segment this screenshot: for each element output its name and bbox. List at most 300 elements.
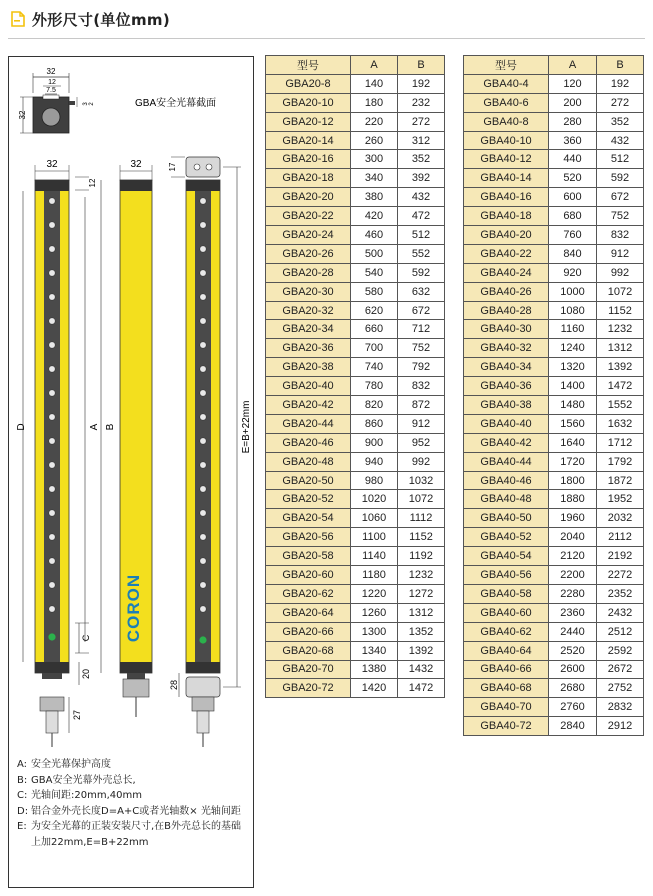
light-curtain-side — [120, 180, 152, 717]
table-row — [266, 226, 445, 245]
cell-model: GBA20-26 — [266, 244, 351, 263]
cell-model: GBA20-52 — [266, 490, 351, 509]
cell-a: 1080 — [549, 301, 597, 320]
table-header-row — [464, 56, 644, 75]
table-row — [464, 433, 644, 452]
cell-a: 1380 — [351, 660, 398, 679]
cell-a: 2840 — [549, 717, 597, 736]
cell-a: 2280 — [549, 584, 597, 603]
cell-model: GBA40-12 — [464, 150, 549, 169]
table-row — [266, 471, 445, 490]
cell-b: 2272 — [597, 566, 644, 585]
cell-b: 752 — [398, 339, 445, 358]
cell-a: 700 — [351, 339, 398, 358]
cell-a: 2760 — [549, 698, 597, 717]
header-model: 型号 — [464, 56, 549, 75]
cell-a: 1320 — [549, 358, 597, 377]
light-curtain-mounted — [169, 157, 252, 747]
cell-model: GBA40-34 — [464, 358, 549, 377]
table-row — [266, 566, 445, 585]
cell-model: GBA20-44 — [266, 414, 351, 433]
cell-model: GBA20-22 — [266, 207, 351, 226]
cell-model: GBA20-64 — [266, 603, 351, 622]
table-row — [464, 131, 644, 150]
cell-model: GBA20-8 — [266, 74, 351, 93]
emitter-dot — [49, 414, 55, 420]
dim-top-12: 12 — [88, 178, 97, 188]
table-row — [266, 641, 445, 660]
cell-a: 1140 — [351, 547, 398, 566]
dim-20: 20 — [81, 668, 91, 680]
cell-model: GBA40-22 — [464, 244, 549, 263]
cell-b: 792 — [398, 358, 445, 377]
emitter-dot — [200, 462, 206, 468]
cell-model: GBA20-70 — [266, 660, 351, 679]
cell-a: 300 — [351, 150, 398, 169]
cell-b: 1152 — [398, 528, 445, 547]
cell-model: GBA40-68 — [464, 679, 549, 698]
emitter-dot — [49, 270, 55, 276]
cell-model: GBA40-20 — [464, 226, 549, 245]
cell-a: 220 — [351, 112, 398, 131]
table-row — [464, 547, 644, 566]
cell-model: GBA20-40 — [266, 377, 351, 396]
cell-b: 2672 — [597, 660, 644, 679]
notes-list — [17, 757, 247, 850]
cell-b: 2832 — [597, 698, 644, 717]
cell-a: 1880 — [549, 490, 597, 509]
cell-a: 680 — [549, 207, 597, 226]
cell-b: 1312 — [398, 603, 445, 622]
table-row — [266, 358, 445, 377]
cell-a: 200 — [549, 93, 597, 112]
table-row — [266, 396, 445, 415]
table-row — [464, 169, 644, 188]
cell-model: GBA40-38 — [464, 396, 549, 415]
cell-b: 632 — [398, 282, 445, 301]
label-C: C — [81, 634, 91, 642]
cell-a: 1400 — [549, 377, 597, 396]
cell-b: 672 — [597, 188, 644, 207]
cell-b: 832 — [597, 226, 644, 245]
cell-b: 1472 — [398, 679, 445, 698]
cell-a: 1240 — [549, 339, 597, 358]
emitter-dot — [49, 294, 55, 300]
cell-a: 920 — [549, 263, 597, 282]
cell-model: GBA40-52 — [464, 528, 549, 547]
cell-a: 340 — [351, 169, 398, 188]
cell-b: 352 — [398, 150, 445, 169]
cell-model: GBA40-16 — [464, 188, 549, 207]
cell-model: GBA40-40 — [464, 414, 549, 433]
emitter-dot — [49, 606, 55, 612]
cell-b: 1312 — [597, 339, 644, 358]
table-row — [464, 339, 644, 358]
label-E: E=B+22mm — [241, 400, 252, 454]
table-row — [266, 547, 445, 566]
cell-model: GBA40-60 — [464, 603, 549, 622]
emitter-dot — [49, 510, 55, 516]
table-row — [266, 414, 445, 433]
cell-b: 1232 — [398, 566, 445, 585]
cell-model: GBA20-48 — [266, 452, 351, 471]
emitter-dot — [49, 462, 55, 468]
cell-a: 840 — [549, 244, 597, 263]
cell-model: GBA40-42 — [464, 433, 549, 452]
table-row — [464, 509, 644, 528]
label-A: A — [89, 423, 100, 431]
table-row — [266, 263, 445, 282]
cell-model: GBA20-24 — [266, 226, 351, 245]
emitter-dot — [200, 486, 206, 492]
table-row — [464, 717, 644, 736]
dim-section-3: 3 — [83, 102, 89, 106]
cell-model: GBA40-62 — [464, 622, 549, 641]
emitter-dot — [49, 390, 55, 396]
cell-model: GBA40-58 — [464, 584, 549, 603]
cell-b: 832 — [398, 377, 445, 396]
emitter-dot — [49, 438, 55, 444]
cell-b: 712 — [398, 320, 445, 339]
cell-b: 1112 — [398, 509, 445, 528]
emitter-dot — [200, 270, 206, 276]
cell-b: 432 — [597, 131, 644, 150]
table-row — [266, 207, 445, 226]
cell-b: 2512 — [597, 622, 644, 641]
emitter-dot — [200, 198, 206, 204]
cell-b: 1072 — [597, 282, 644, 301]
table-row — [464, 93, 644, 112]
cell-a: 740 — [351, 358, 398, 377]
gba20-spec-table — [265, 55, 445, 698]
table-row — [464, 263, 644, 282]
cell-b: 192 — [597, 74, 644, 93]
emitter-dot — [49, 558, 55, 564]
note-d: D: 铝合金外壳长度D=A+C或者光轴数× 光轴间距 — [17, 805, 241, 817]
cell-model: GBA40-26 — [464, 282, 549, 301]
cell-a: 620 — [351, 301, 398, 320]
cell-b: 1472 — [597, 377, 644, 396]
cell-model: GBA40-66 — [464, 660, 549, 679]
cell-b: 472 — [398, 207, 445, 226]
cell-b: 1432 — [398, 660, 445, 679]
cell-a: 520 — [549, 169, 597, 188]
cell-b: 592 — [597, 169, 644, 188]
cell-a: 2440 — [549, 622, 597, 641]
header-a: A — [351, 56, 398, 75]
table-row — [266, 150, 445, 169]
emitter-dot — [200, 606, 206, 612]
cell-a: 1720 — [549, 452, 597, 471]
cell-model: GBA40-14 — [464, 169, 549, 188]
cell-b: 1152 — [597, 301, 644, 320]
note-e: E: 为安全光幕的正装安装尺寸,在B外壳总长的基础上加22mm,E=B+22mm — [17, 821, 242, 848]
cell-b: 672 — [398, 301, 445, 320]
table-row — [464, 471, 644, 490]
cell-b: 512 — [398, 226, 445, 245]
light-curtain-front — [35, 180, 69, 747]
emitter-dot — [200, 438, 206, 444]
cell-a: 760 — [549, 226, 597, 245]
section-header — [10, 8, 170, 30]
cell-model: GBA40-64 — [464, 641, 549, 660]
cell-b: 2192 — [597, 547, 644, 566]
cell-a: 180 — [351, 93, 398, 112]
cell-model: GBA40-72 — [464, 717, 549, 736]
cell-b: 2912 — [597, 717, 644, 736]
table-row — [464, 320, 644, 339]
cell-a: 580 — [351, 282, 398, 301]
cell-model: GBA40-24 — [464, 263, 549, 282]
cell-b: 912 — [597, 244, 644, 263]
table-row — [464, 282, 644, 301]
cell-a: 900 — [351, 433, 398, 452]
table-row — [266, 339, 445, 358]
brand-logo: CORON — [124, 573, 143, 643]
cell-model: GBA20-10 — [266, 93, 351, 112]
cell-model: GBA40-44 — [464, 452, 549, 471]
cell-b: 1272 — [398, 584, 445, 603]
table-row — [266, 93, 445, 112]
cell-a: 2680 — [549, 679, 597, 698]
cell-a: 1480 — [549, 396, 597, 415]
table-row — [266, 131, 445, 150]
table-row — [464, 622, 644, 641]
table-row — [266, 452, 445, 471]
cell-model: GBA40-48 — [464, 490, 549, 509]
cell-b: 752 — [597, 207, 644, 226]
header-divider — [8, 38, 645, 39]
section-label: GBA安全光幕截面 — [135, 98, 217, 109]
emitter-dot — [49, 246, 55, 252]
cell-a: 1640 — [549, 433, 597, 452]
emitter-dot — [200, 366, 206, 372]
table-row — [464, 207, 644, 226]
dim-section-height: 32 — [18, 110, 27, 120]
cell-a: 1560 — [549, 414, 597, 433]
table-row — [266, 679, 445, 698]
dim-section-7-5: 7.5 — [46, 87, 56, 94]
emitter-dot — [200, 582, 206, 588]
table-row — [266, 377, 445, 396]
table-row — [266, 622, 445, 641]
emitter-dot — [49, 486, 55, 492]
table-row — [464, 74, 644, 93]
cell-b: 1072 — [398, 490, 445, 509]
dim-top-width-mid: 32 — [130, 159, 142, 170]
cell-b: 512 — [597, 150, 644, 169]
cell-a: 2120 — [549, 547, 597, 566]
cell-b: 1232 — [597, 320, 644, 339]
cell-model: GBA40-56 — [464, 566, 549, 585]
cell-a: 1180 — [351, 566, 398, 585]
cell-b: 1632 — [597, 414, 644, 433]
cell-model: GBA20-18 — [266, 169, 351, 188]
cell-model: GBA40-50 — [464, 509, 549, 528]
cell-b: 992 — [597, 263, 644, 282]
cell-model: GBA20-56 — [266, 528, 351, 547]
emitter-dot — [200, 294, 206, 300]
cell-b: 312 — [398, 131, 445, 150]
cell-model: GBA20-72 — [266, 679, 351, 698]
emitter-dot — [200, 510, 206, 516]
table-row — [464, 490, 644, 509]
cell-b: 2592 — [597, 641, 644, 660]
cell-model: GBA40-32 — [464, 339, 549, 358]
cell-a: 2360 — [549, 603, 597, 622]
emitter-dot — [49, 582, 55, 588]
cell-model: GBA20-34 — [266, 320, 351, 339]
cell-b: 1712 — [597, 433, 644, 452]
cell-model: GBA40-36 — [464, 377, 549, 396]
table-row — [266, 528, 445, 547]
cell-b: 1792 — [597, 452, 644, 471]
cell-a: 2200 — [549, 566, 597, 585]
table-row — [464, 396, 644, 415]
cell-model: GBA20-58 — [266, 547, 351, 566]
cell-model: GBA20-68 — [266, 641, 351, 660]
dim-section-12: 12 — [48, 79, 56, 86]
table-row — [464, 679, 644, 698]
cell-a: 1060 — [351, 509, 398, 528]
cell-a: 940 — [351, 452, 398, 471]
cell-a: 1000 — [549, 282, 597, 301]
cell-b: 952 — [398, 433, 445, 452]
cell-b: 2432 — [597, 603, 644, 622]
cell-b: 992 — [398, 452, 445, 471]
document-icon — [10, 11, 26, 27]
table-row — [266, 660, 445, 679]
cell-model: GBA20-20 — [266, 188, 351, 207]
cell-a: 600 — [549, 188, 597, 207]
cell-model: GBA20-66 — [266, 622, 351, 641]
table-row — [266, 282, 445, 301]
label-B: B — [105, 423, 116, 431]
cell-model: GBA20-36 — [266, 339, 351, 358]
emitter-dot — [200, 342, 206, 348]
cell-a: 440 — [549, 150, 597, 169]
cell-model: GBA40-30 — [464, 320, 549, 339]
cell-a: 1220 — [351, 584, 398, 603]
table-row — [266, 584, 445, 603]
cell-a: 1420 — [351, 679, 398, 698]
emitter-dot — [49, 534, 55, 540]
cell-model: GBA40-8 — [464, 112, 549, 131]
cell-b: 232 — [398, 93, 445, 112]
dim-section-2: 2 — [89, 102, 95, 106]
table-row — [464, 452, 644, 471]
cell-a: 1020 — [351, 490, 398, 509]
cell-a: 1960 — [549, 509, 597, 528]
table-row — [266, 74, 445, 93]
note-c: C: 光轴间距:20mm,40mm — [17, 790, 142, 801]
cell-a: 2520 — [549, 641, 597, 660]
page-title: 外形尺寸(单位mm) — [32, 10, 170, 29]
cell-model: GBA20-28 — [266, 263, 351, 282]
cell-b: 552 — [398, 244, 445, 263]
cell-model: GBA20-46 — [266, 433, 351, 452]
table-row — [464, 566, 644, 585]
cell-a: 500 — [351, 244, 398, 263]
cell-a: 980 — [351, 471, 398, 490]
cell-a: 820 — [351, 396, 398, 415]
table-row — [464, 226, 644, 245]
cell-model: GBA40-54 — [464, 547, 549, 566]
table-row — [266, 169, 445, 188]
cell-a: 460 — [351, 226, 398, 245]
cell-model: GBA20-38 — [266, 358, 351, 377]
cell-b: 192 — [398, 74, 445, 93]
cell-model: GBA20-16 — [266, 150, 351, 169]
cell-model: GBA20-60 — [266, 566, 351, 585]
cell-model: GBA20-12 — [266, 112, 351, 131]
table-row — [464, 188, 644, 207]
emitter-dot — [200, 222, 206, 228]
header-a: A — [549, 56, 597, 75]
table-row — [464, 660, 644, 679]
cell-b: 592 — [398, 263, 445, 282]
table-row — [464, 641, 644, 660]
cell-b: 432 — [398, 188, 445, 207]
emitter-dot — [200, 534, 206, 540]
note-a: A: 安全光幕保护高度 — [17, 759, 111, 770]
table-row — [266, 112, 445, 131]
table-row — [266, 433, 445, 452]
table-row — [266, 490, 445, 509]
table-header-row — [266, 56, 445, 75]
table-row — [464, 358, 644, 377]
cell-b: 1392 — [398, 641, 445, 660]
cell-a: 860 — [351, 414, 398, 433]
emitter-dot — [49, 342, 55, 348]
table-row — [464, 528, 644, 547]
dim-section-width: 32 — [46, 67, 56, 76]
cell-b: 2352 — [597, 584, 644, 603]
emitter-dot — [200, 318, 206, 324]
table-row — [464, 603, 644, 622]
cell-model: GBA40-10 — [464, 131, 549, 150]
emitter-dot — [49, 366, 55, 372]
cell-model: GBA20-54 — [266, 509, 351, 528]
cross-section — [18, 67, 216, 133]
cell-a: 660 — [351, 320, 398, 339]
cell-a: 780 — [351, 377, 398, 396]
cell-model: GBA40-6 — [464, 93, 549, 112]
cell-model: GBA20-32 — [266, 301, 351, 320]
cell-b: 1392 — [597, 358, 644, 377]
emitter-dot — [49, 318, 55, 324]
cell-b: 272 — [597, 93, 644, 112]
cell-a: 140 — [351, 74, 398, 93]
emitter-dot — [200, 390, 206, 396]
cell-b: 1552 — [597, 396, 644, 415]
cell-a: 2040 — [549, 528, 597, 547]
emitter-dot — [49, 222, 55, 228]
header-b: B — [398, 56, 445, 75]
emitter-dot — [200, 558, 206, 564]
table-row — [266, 603, 445, 622]
cell-model: GBA20-50 — [266, 471, 351, 490]
cell-a: 1260 — [351, 603, 398, 622]
cell-a: 360 — [549, 131, 597, 150]
cell-b: 1952 — [597, 490, 644, 509]
header-b: B — [597, 56, 644, 75]
table-row — [464, 150, 644, 169]
cell-model: GBA40-28 — [464, 301, 549, 320]
cell-b: 1032 — [398, 471, 445, 490]
table-row — [464, 112, 644, 131]
table-row — [464, 414, 644, 433]
